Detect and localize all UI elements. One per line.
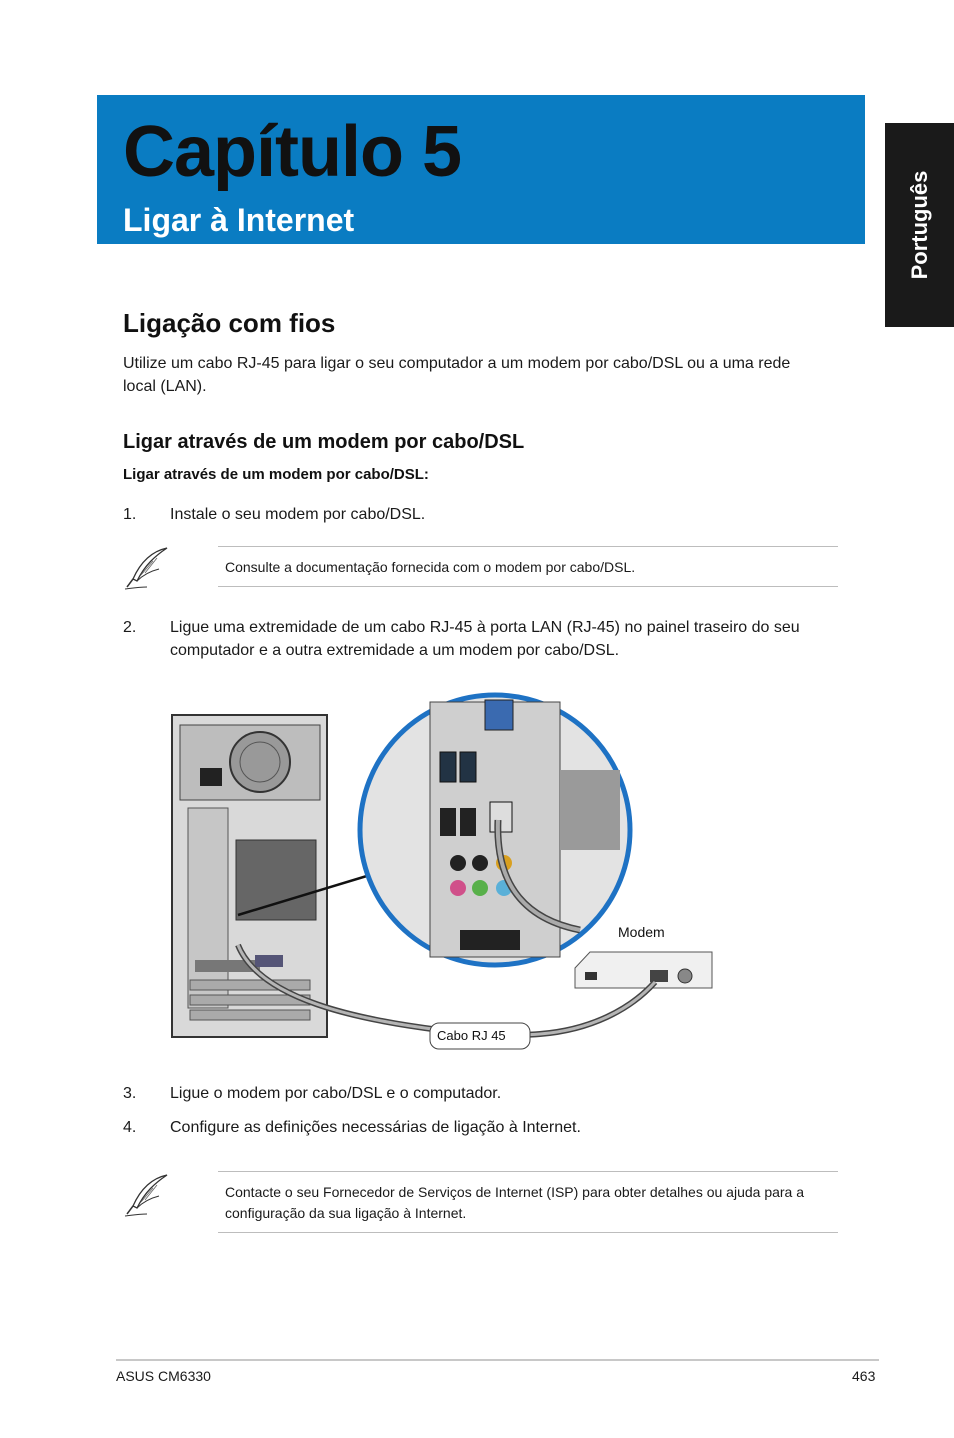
pen-icon	[123, 1172, 171, 1218]
pen-icon	[123, 545, 171, 591]
modem	[575, 952, 712, 988]
footer-product: ASUS CM6330	[116, 1368, 211, 1384]
procedure-title: Ligar através de um modem por cabo/DSL:	[123, 466, 429, 483]
pc-modem-illustration	[160, 690, 720, 1060]
language-tab-label: Português	[906, 170, 932, 280]
connection-diagram	[160, 690, 720, 1060]
footer-divider	[116, 1359, 879, 1361]
step-text: Ligue uma extremidade de um cabo RJ-45 à porta LAN (RJ-45) no painel traseiro do seu computador e a outra extremidade a um modem por cabo/DSL.	[170, 619, 800, 659]
step-number: 1.	[123, 506, 137, 523]
section-title: Ligação com fios	[123, 308, 336, 338]
modem-label: Modem	[618, 924, 665, 940]
step-text: Configure as definições necessárias de ligação à Internet.	[170, 1119, 581, 1136]
chapter-title: Capítulo 5	[123, 112, 462, 192]
page-number: 463	[852, 1368, 876, 1384]
fan-icon	[230, 732, 290, 792]
power-socket	[200, 768, 222, 786]
subsection-title: Ligar através de um modem por cabo/DSL	[123, 431, 525, 453]
intro-paragraph: Utilize um cabo RJ-45 para ligar o seu computador a um modem por cabo/DSL ou a uma rede local (LAN).	[123, 355, 791, 395]
language-tab	[885, 123, 954, 327]
note-2	[218, 1171, 838, 1233]
step-text: Ligue o modem por cabo/DSL e o computador.	[170, 1085, 502, 1102]
io-panel	[188, 808, 228, 1008]
note-1	[218, 546, 838, 587]
note-text: Contacte o seu Fornecedor de Serviços de Internet (ISP) para obter detalhes ou ajuda para a configuração da sua ligação à Internet.	[225, 1184, 805, 1221]
vent-grille	[236, 840, 316, 920]
note-text: Consulte a documentação fornecida com o modem por cabo/DSL.	[225, 559, 636, 575]
cable-label: Cabo RJ 45	[437, 1028, 506, 1043]
chapter-subtitle: Ligar à Internet	[123, 202, 355, 238]
step-text: Instale o seu modem por cabo/DSL.	[170, 506, 426, 523]
step-number: 2.	[123, 619, 137, 636]
step-number: 4.	[123, 1119, 137, 1136]
step-number: 3.	[123, 1085, 137, 1102]
